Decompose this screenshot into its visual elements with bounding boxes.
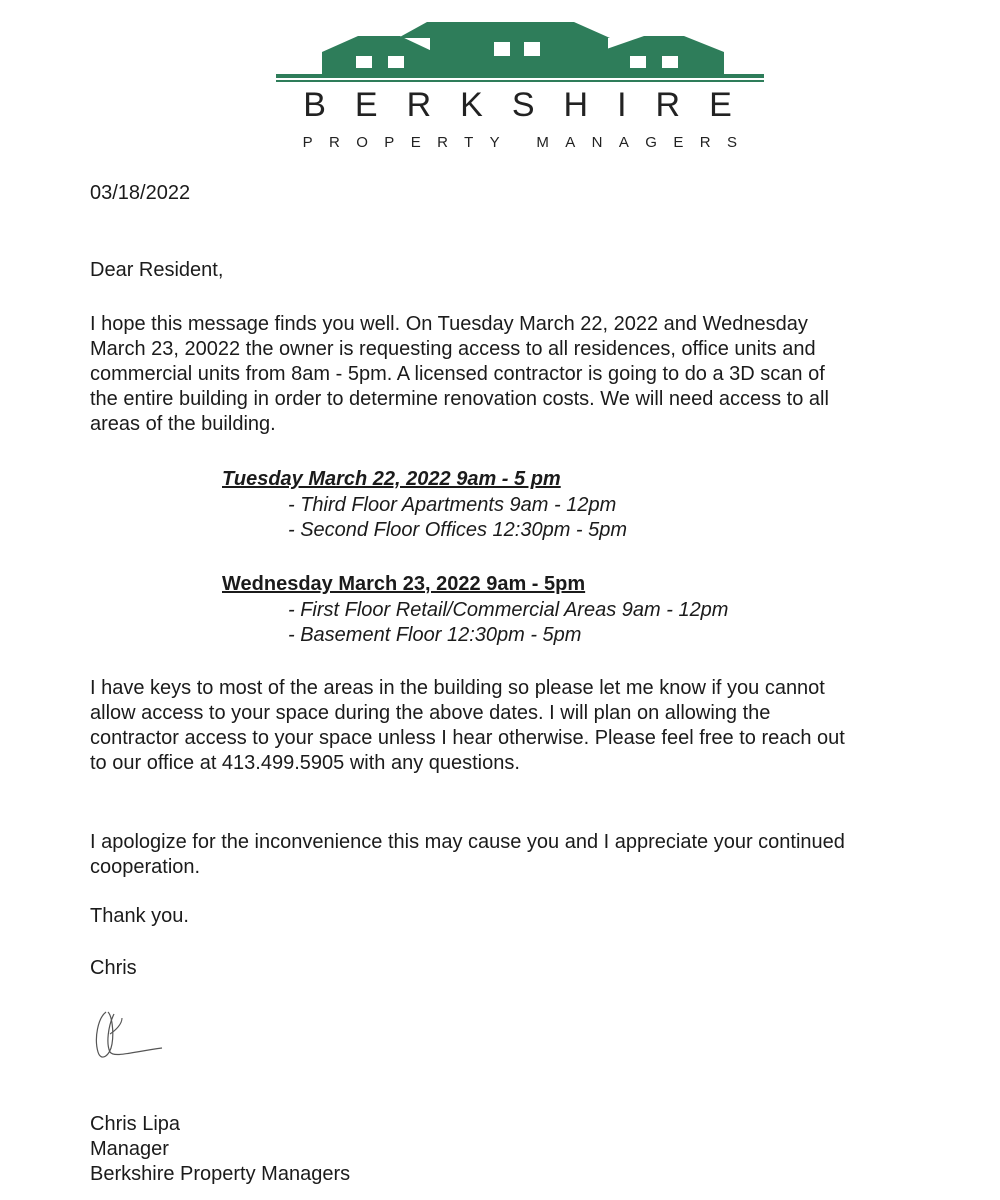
paragraph-line: March 23, 20022 the owner is requesting access to all residences, office units and xyxy=(90,338,816,360)
signoff-name: Chris xyxy=(90,957,137,979)
paragraph-line: commercial units from 8am - 5pm. A licensed contractor is going to do a 3D scan of xyxy=(90,363,825,385)
salutation: Dear Resident, xyxy=(90,259,224,281)
handwritten-signature xyxy=(92,1004,172,1066)
paragraph-line: contractor access to your space unless I hear otherwise. Please feel free to reach out xyxy=(90,727,845,749)
paragraph-line: I have keys to most of the areas in the building so please let me know if you cannot xyxy=(90,677,825,699)
paragraph-line: areas of the building. xyxy=(90,413,276,435)
signer-company: Berkshire Property Managers xyxy=(90,1163,351,1185)
signature-block xyxy=(90,1112,350,1187)
company-name: BERKSHIRE xyxy=(303,86,761,124)
schedule-heading-wednesday: Wednesday March 23, 2022 9am - 5pm xyxy=(222,573,586,595)
schedule-item: - Third Floor Apartments 9am - 12pm xyxy=(288,494,617,516)
logo-center-body xyxy=(430,38,608,76)
logo-window xyxy=(524,42,540,56)
letter-date: 03/18/2022 xyxy=(90,182,191,204)
logo-window xyxy=(388,56,404,68)
signer-name: Chris Lipa xyxy=(90,1113,181,1135)
closing: Thank you. xyxy=(90,905,189,927)
paragraph-line: I apologize for the inconvenience this may cause you and I appreciate your continued xyxy=(90,831,845,853)
building-logo-icon xyxy=(272,8,772,88)
paragraph-intro xyxy=(90,312,829,437)
paragraph-line: cooperation. xyxy=(90,856,201,878)
logo-right-roof xyxy=(598,36,724,52)
logo-stripe xyxy=(276,74,764,78)
logo-window xyxy=(494,42,510,56)
logo-stripe xyxy=(276,80,764,82)
paragraph-line: allow access to your space during the above dates. I will plan on allowing the xyxy=(90,702,771,724)
logo-right-body xyxy=(598,52,724,76)
schedule-item: - Second Floor Offices 12:30pm - 5pm xyxy=(288,519,628,541)
company-logo xyxy=(272,8,772,150)
paragraph-apology xyxy=(90,830,845,880)
logo-left-body xyxy=(322,52,434,76)
paragraph-line: to our office at 413.499.5905 with any questions. xyxy=(90,752,520,774)
paragraph-line: I hope this message finds you well. On Tuesday March 22, 2022 and Wednesday xyxy=(90,313,808,335)
logo-window xyxy=(356,56,372,68)
company-subtitle: PROPERTY MANAGERS xyxy=(302,134,754,151)
signer-title: Manager xyxy=(90,1138,169,1160)
schedule-item: - Basement Floor 12:30pm - 5pm xyxy=(288,624,582,646)
schedule-item: - First Floor Retail/Commercial Areas 9am - 12pm xyxy=(288,599,729,621)
paragraph-line: the entire building in order to determine renovation costs. We will need access to all xyxy=(90,388,829,410)
logo-center-roof xyxy=(398,22,610,38)
logo-window xyxy=(630,56,646,68)
logo-window xyxy=(662,56,678,68)
schedule-heading-tuesday: Tuesday March 22, 2022 9am - 5 pm xyxy=(222,468,561,490)
paragraph-keys xyxy=(90,676,845,776)
logo-left-roof xyxy=(322,36,434,52)
